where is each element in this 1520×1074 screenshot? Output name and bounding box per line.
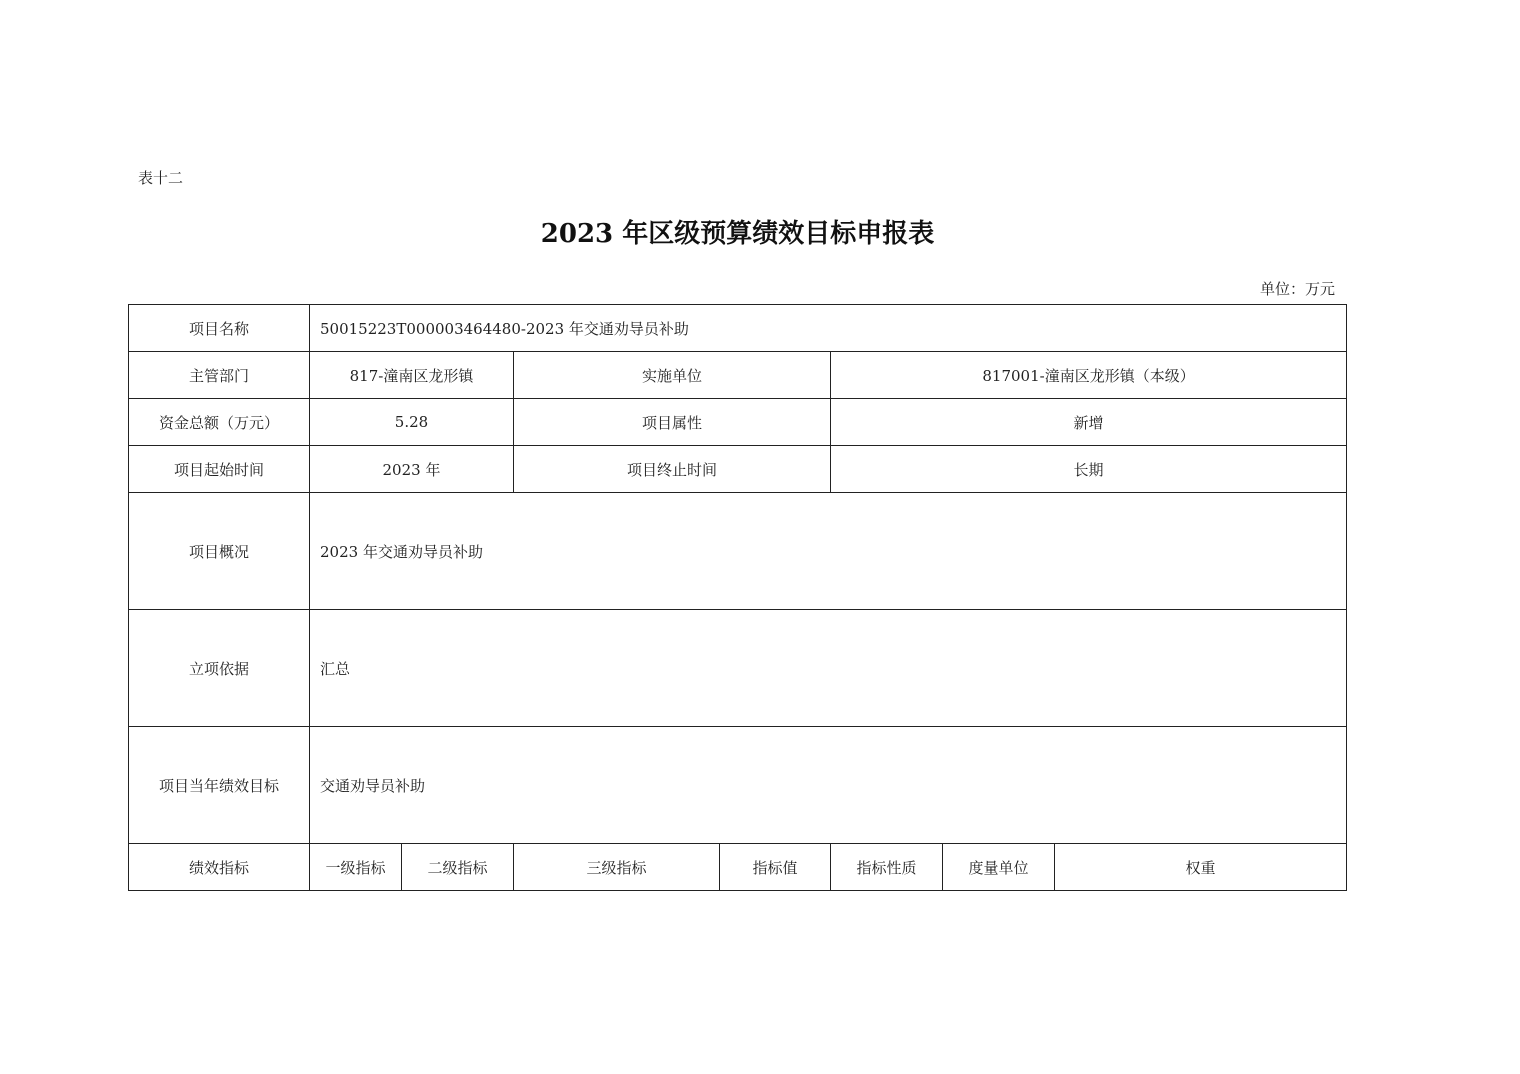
table-row [129, 305, 1347, 352]
table-row [129, 844, 1347, 891]
annual-goal-label: 项目当年绩效目标 [129, 727, 310, 844]
table-row [129, 610, 1347, 727]
indicator-header-level3: 三级指标 [514, 844, 720, 891]
implementing-unit-value: 817001-潼南区龙形镇（本级） [831, 352, 1347, 399]
unit-label: 单位：万元 [1259, 280, 1335, 298]
table-number: 表十二 [138, 169, 184, 187]
total-funds-value: 5.28 [310, 399, 514, 446]
table-row [129, 446, 1347, 493]
end-time-label: 项目终止时间 [514, 446, 831, 493]
project-attribute-value: 新增 [831, 399, 1347, 446]
table-row [129, 352, 1347, 399]
start-time-value: 2023 年 [310, 446, 514, 493]
indicator-header-value: 指标值 [720, 844, 831, 891]
indicator-header-nature: 指标性质 [831, 844, 943, 891]
overview-label: 项目概况 [129, 493, 310, 610]
indicator-header-level1: 一级指标 [310, 844, 402, 891]
basis-label: 立项依据 [129, 610, 310, 727]
department-value: 817-潼南区龙形镇 [310, 352, 514, 399]
total-funds-label: 资金总额（万元） [129, 399, 310, 446]
department-label: 主管部门 [129, 352, 310, 399]
document-title: 2023 年区级预算绩效目标申报表 [540, 219, 935, 249]
basis-value: 汇总 [310, 610, 1347, 727]
indicator-header-weight: 权重 [1055, 844, 1347, 891]
indicator-header-level2: 二级指标 [402, 844, 514, 891]
table-row [129, 399, 1347, 446]
start-time-label: 项目起始时间 [129, 446, 310, 493]
project-name-label: 项目名称 [129, 305, 310, 352]
project-name-value: 50015223T000003464480-2023 年交通劝导员补助 [310, 305, 1347, 352]
overview-value: 2023 年交通劝导员补助 [310, 493, 1347, 610]
indicator-header-unit: 度量单位 [943, 844, 1055, 891]
table-row [129, 727, 1347, 844]
table-row [129, 493, 1347, 610]
end-time-value: 长期 [831, 446, 1347, 493]
budget-performance-table [128, 304, 1347, 891]
annual-goal-value: 交通劝导员补助 [310, 727, 1347, 844]
implementing-unit-label: 实施单位 [514, 352, 831, 399]
indicators-label: 绩效指标 [129, 844, 310, 891]
project-attribute-label: 项目属性 [514, 399, 831, 446]
